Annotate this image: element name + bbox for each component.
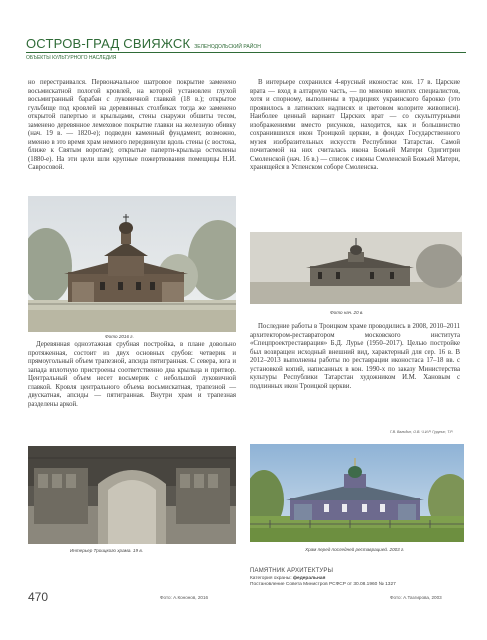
interior-illustration xyxy=(28,446,236,544)
text-column-right-top xyxy=(250,79,460,173)
old-church-illustration xyxy=(250,232,462,304)
text-column-right-bottom xyxy=(250,323,460,391)
category-value: федеральная xyxy=(292,576,326,581)
photo-interior xyxy=(28,446,236,544)
church-2003-illustration xyxy=(250,444,464,542)
photo-credit-right: Фото: А.Тазгирова, 2003 xyxy=(390,595,442,600)
paragraph: Деревянная одноэтажная срубная постройка, в плане довольно протяженная, состоит из двух основных срубов: четверик и прямоугольный объем трапезной, апсида пятигранная. С севера, юга и запада вплотную пристроены соответственно два крыльца и притвор. Центральный объем несет восьмерик с небольшой луковичной главкой. Кровля центрального объема восьмискатная, трапезной — двускатная, апсиды — пятигранная. Внутри храм и трапезная разделены аркой. xyxy=(28,341,236,408)
region-label: ЗЕЛЕНОДОЛЬСКИЙ РАЙОН xyxy=(194,44,261,50)
monument-heading: ПАМЯТНИК АРХИТЕКТУРЫ xyxy=(250,568,334,574)
author-credit: Г.В. Вальдин, О.В. Ч.И.Р. Гурунис, Т.Р. xyxy=(390,430,453,434)
monument-info xyxy=(250,568,465,587)
header-rule xyxy=(26,52,466,53)
decree-text: Постановление Совета Министров РСФСР от 30.08.1960 № 1327 xyxy=(250,582,396,587)
section-subtitle: ОБЪЕКТЫ КУЛЬТУРНОГО НАСЛЕДИЯ xyxy=(26,55,117,61)
paragraph: В интерьере сохранился 4-ярусный иконостас кон. 17 в. Царские врата — вход в алтарную часть, — по мнению многих специалистов, хотя и спорному, выполнены в традициях украинского барокко (это проявилось в латинских надписях и цветовом колорите живописи). Наиболее ценный вариант Царских врат — со скульптурными изображениями вместо рисунков, находится, как и большинство сохранившихся икон Троицкой церкви, в фондах Государственного музея изобразительных искусств Республики Татарстан. Самой почитаемой на них считалась икона Божьей Матери Одигитрии Смоленской (нач. 16 в.) — список с иконы Смоленской Божьей Матери, хранящейся в Успенском соборе Смоленска. xyxy=(250,79,460,172)
page-header xyxy=(26,36,466,61)
photo-credit-left: Фото: А.Кононов, 2016 xyxy=(160,595,209,600)
photo-church-early-20c xyxy=(250,232,462,304)
paragraph: Последние работы в Троицком храме проводились в 2008, 2010–2011 архитектором-реставратором московского института «Спецпроектреставрация» Б.Д. Лурье (1950–2017). Целью постройке был возвращен исходный внешний вид, характерный для сер. 16 в. В 2012–2013 выполнены работы по реставрации иконостаса 17–18 вв. с установкой копий, написанных в кон. 1990-х по заказу Министерства культуры Республики Татарстан художником И.М. Хановым с подлинных икон Троицкой церкви. xyxy=(250,323,460,390)
category-label: Категория охраны: xyxy=(250,576,292,581)
text-column-left-bottom xyxy=(28,341,236,409)
page-title: ОСТРОВ-ГРАД СВИЯЖСК xyxy=(26,36,191,51)
text-column-left-top xyxy=(28,79,236,173)
page-number: 470 xyxy=(28,590,49,604)
photo-church-2016 xyxy=(28,196,236,332)
title-row xyxy=(26,36,466,51)
caption-interior: Интерьер Троицкого храма. 19 в. xyxy=(70,548,143,553)
paragraph: но перестраивался. Первоначальное шатровое покрытие заменено восьмискатной пологой кровлей, на которой установлен глухой восьмигранный барабан с луковичной главкой (18 в.); открытое гульбище под кровлей на деревянных столбиках тогда же заменено открытой папертью и крыльцами, стены снаружи обшиты тесом, заменено деревянное лемеховое покрытие главки на железную обивку (нач. 19 в. — 1820-е); подведен каменный фундамент, возможно, именно в это время храм немного передвинули вдоль стены (с востока, ближе к Святым воротам); открытые паперти-крыльца остеклены (1880-е). На эти цели шли крупные пожертвования помещицы Н.И. Савросовой. xyxy=(28,79,236,172)
protection-category xyxy=(250,576,465,581)
photo-church-2003 xyxy=(250,444,464,542)
caption-photo-2016: Фото 2016 г. xyxy=(105,334,134,339)
caption-photo-2003: Храм перед последней реставрацией. 2003 г. xyxy=(305,547,405,552)
church-exterior-illustration xyxy=(28,196,236,332)
caption-photo-early-20c: Фото нач. 20 в. xyxy=(330,310,364,315)
